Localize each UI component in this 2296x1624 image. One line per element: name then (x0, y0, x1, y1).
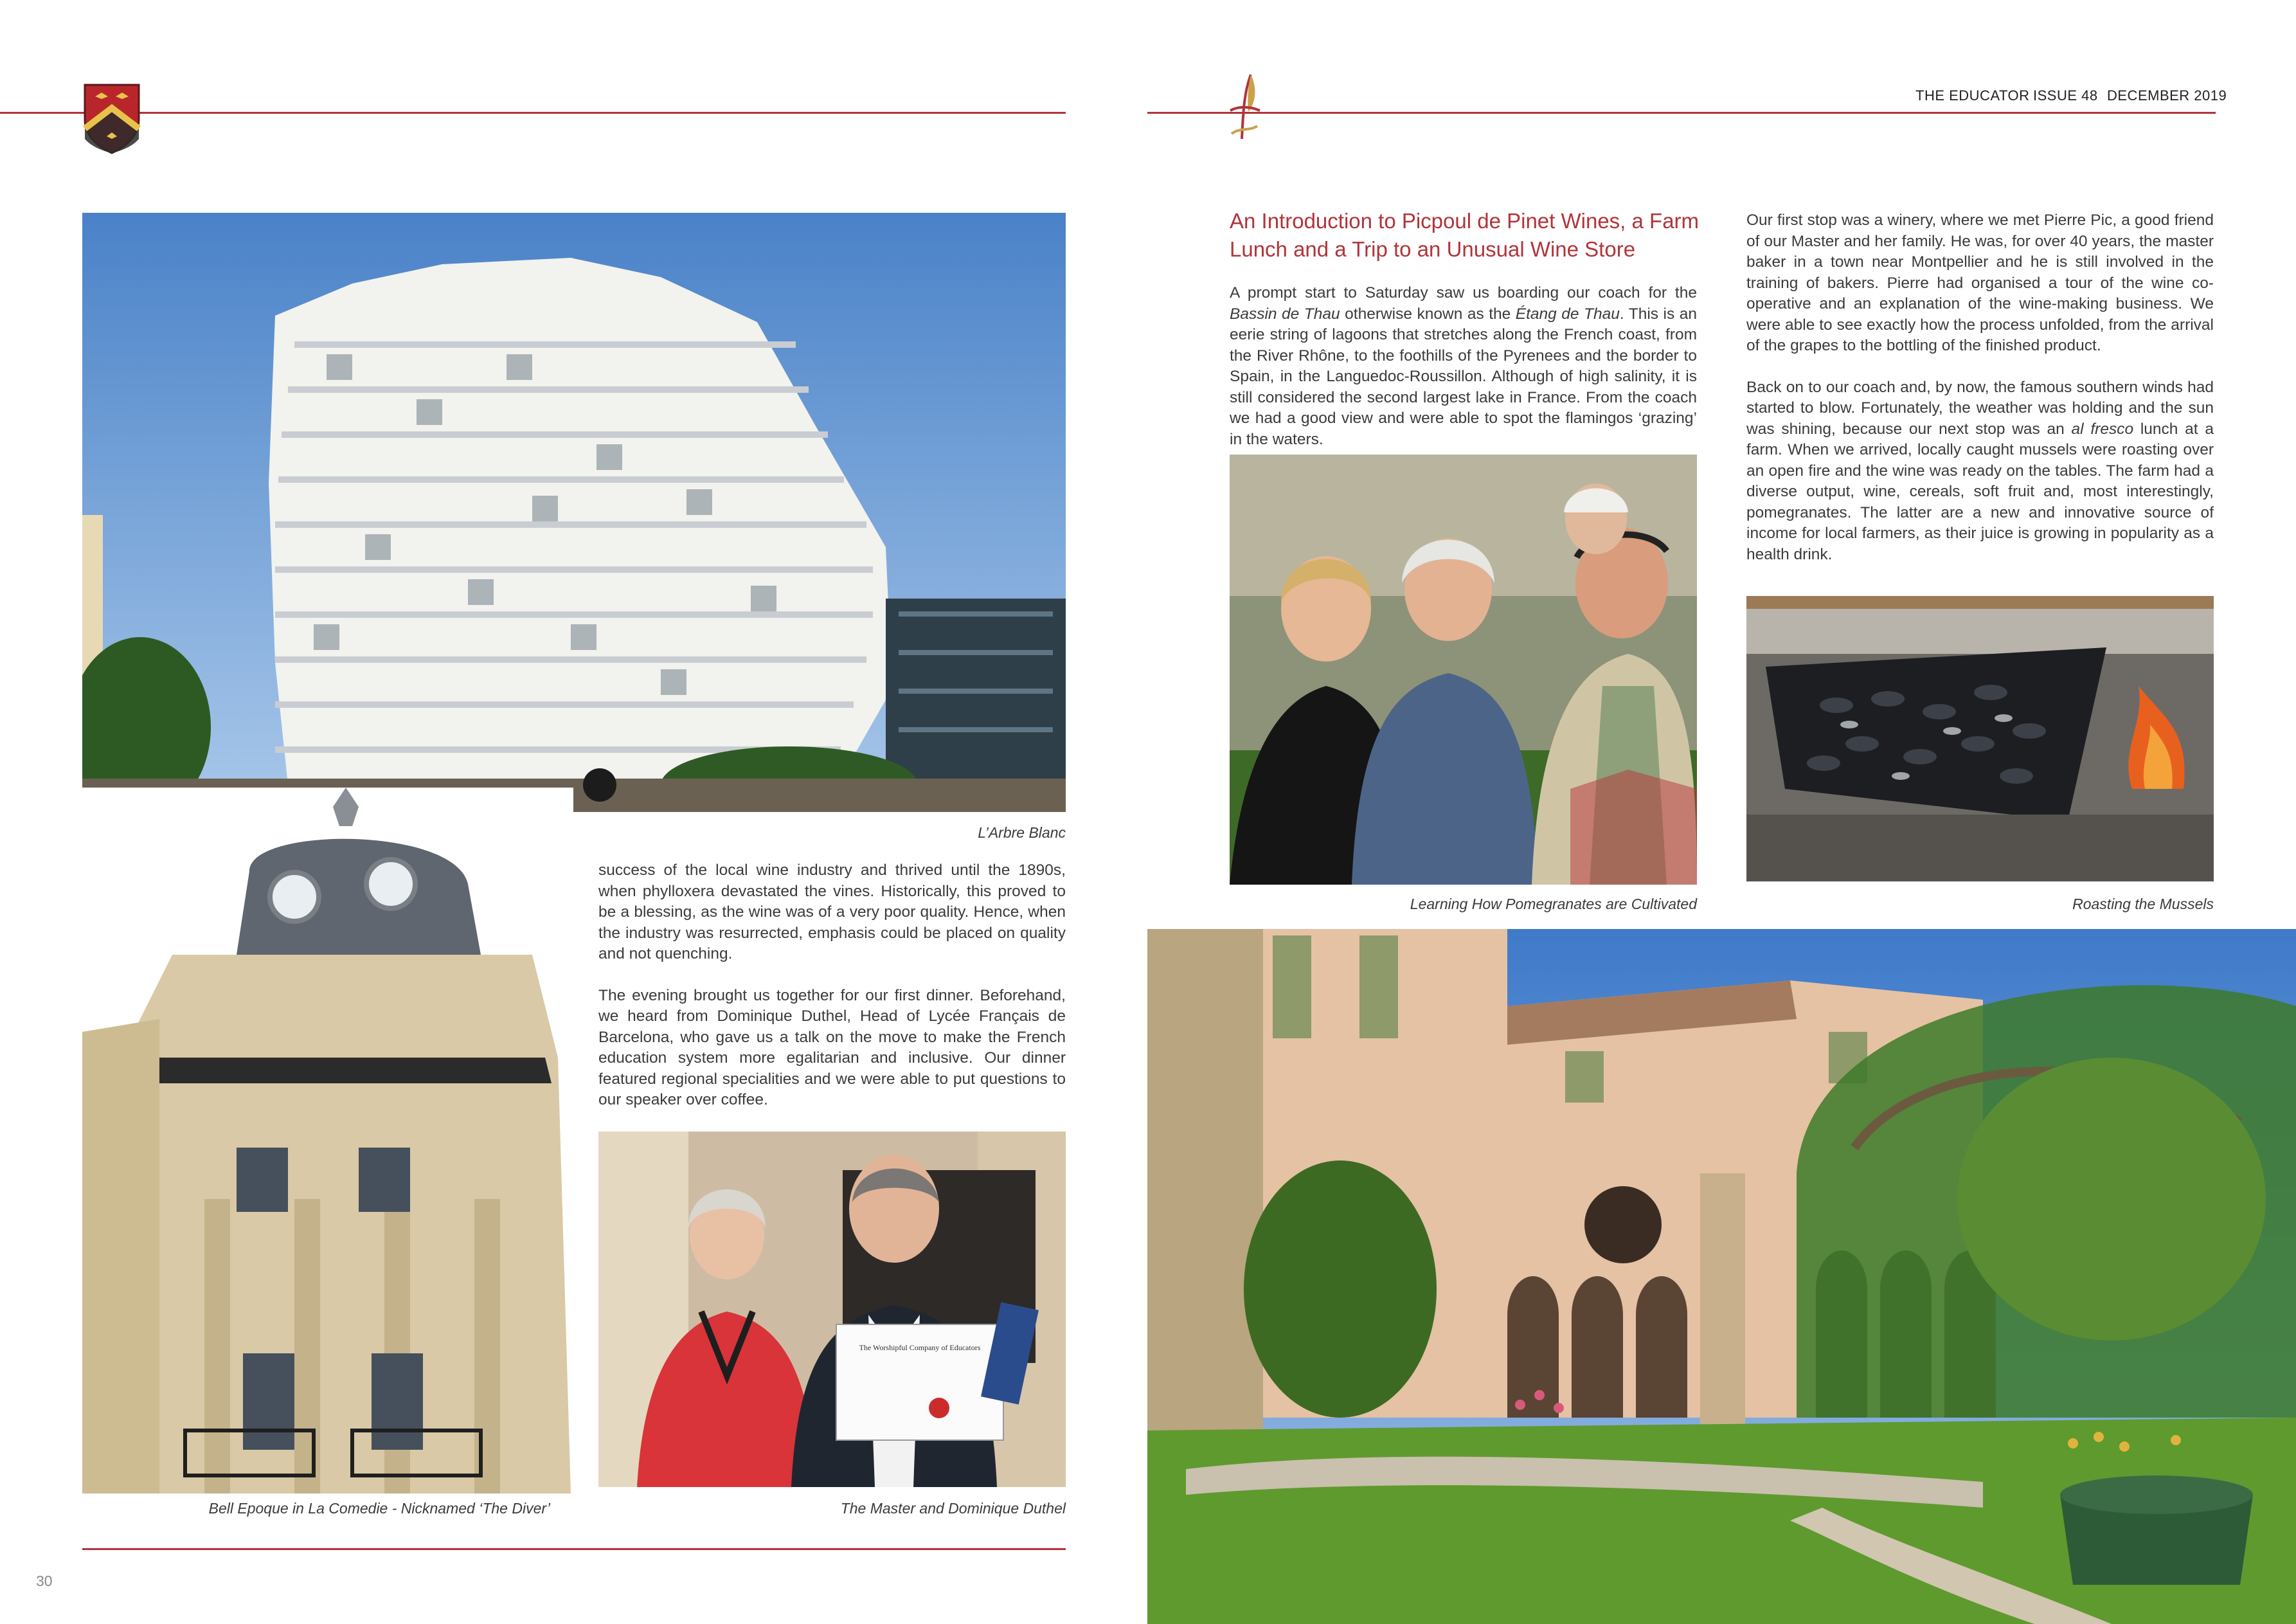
caption-master: The Master and Dominique Duthel (840, 1500, 1066, 1517)
caption-arbre-blanc: L’Arbre Blanc (978, 824, 1066, 841)
cloister-garden-photo (1147, 929, 2296, 1624)
certificate-text: The Worshipful Company of Educators (859, 1343, 981, 1352)
article-title: An Introduction to Picpoul de Pinet Wines, a Farm Lunch and a Trip to an Unusual Wine Store (1230, 209, 1700, 261)
master-duthel-photo (598, 1132, 1066, 1487)
column2-paragraph-1: Our first stop was a winery, where we met Pierre Pic, a good friend of our Master and her family. He was, for over 40 years, the master baker in a town near Montpellier and he is still involved in the training of bakers. Pierre had organised a tour of the wine co-operative and an explanation of the wine-making business. We were able to see exactly how the process unfolded, from the arrival of the grapes to the bottling of the finished product. (1746, 212, 2214, 354)
educators-quill-logo-icon (1225, 72, 1265, 143)
caption-pomegranates: Learning How Pomegranates are Cultivated (1410, 896, 1697, 912)
pomegranates-photo (1230, 455, 1697, 885)
header-publication: THE EDUCATOR (1915, 87, 2030, 104)
caption-mussels: Roasting the Mussels (2072, 896, 2214, 912)
heraldic-shield-icon (82, 82, 141, 154)
left-paragraph-2: The evening brought us together for our first dinner. Beforehand, we heard from Dominique Duthel, Head of Lycée Français de Barcelona, who gave us a talk on the move to make the French education system more egalitarian and inclusive. Our dinner featured regional specialities and we were able to put questions to our speaker over coffee. (598, 986, 1066, 1108)
intro-paragraph: A prompt start to Saturday saw us boarding our coach for the Bassin de Thau otherwise known as the Étang de Thau. This is an eerie string of lagoons that stretches along the French coast, from the River Rhône, to the foothills of the Pyrenees and the border to Spain, in the Languedoc-Roussillon. Although of high salinity, it is still considered the second largest lake in France. From the coach we had a good view and were able to spot the flamingos ‘grazing’ in the waters. (1230, 284, 1697, 448)
column2-paragraph-2: Back on to our coach and, by now, the famous southern winds had started to blow. Fortunately, the weather was holding and the sun was shining, because our next stop was an al fresco lunch at a farm. When we arrived, locally caught mussels were roasting over an open fire and the wine was ready on the tables. The farm had a diverse output, wine, cereals, soft fruit and, most interestingly, pomegranates. The latter are a new and innovative source of income for local farmers, as their juice is growing in popularity as a health drink. (1746, 378, 2214, 563)
header-date: DECEMBER 2019 (2107, 87, 2227, 104)
page-number: 30 (36, 1573, 53, 1589)
header-rule-left (0, 112, 1066, 114)
article-column-2 (1746, 210, 2214, 586)
header-issue: ISSUE 48 (2033, 87, 2098, 104)
footer-rule-left (82, 1548, 1066, 1550)
bell-epoque-photo (82, 788, 573, 1493)
header-rule-right (1147, 112, 2216, 114)
arbre-blanc-photo (82, 213, 1066, 812)
left-paragraph-1: success of the local wine industry and thrived until the 1890s, when phylloxera devastated the vines. Historically, this proved to be a blessing, as the wine was of a very poor quality. Hence, when the industry was resurrected, emphasis could be placed on quality and not quenching. (598, 862, 1066, 962)
caption-bell-epoque: Bell Epoque in La Comedie - Nicknamed ‘The Diver’ (208, 1500, 550, 1517)
article-intro (1230, 283, 1697, 471)
mussels-photo (1746, 596, 2214, 881)
left-text-column (598, 860, 1066, 1132)
